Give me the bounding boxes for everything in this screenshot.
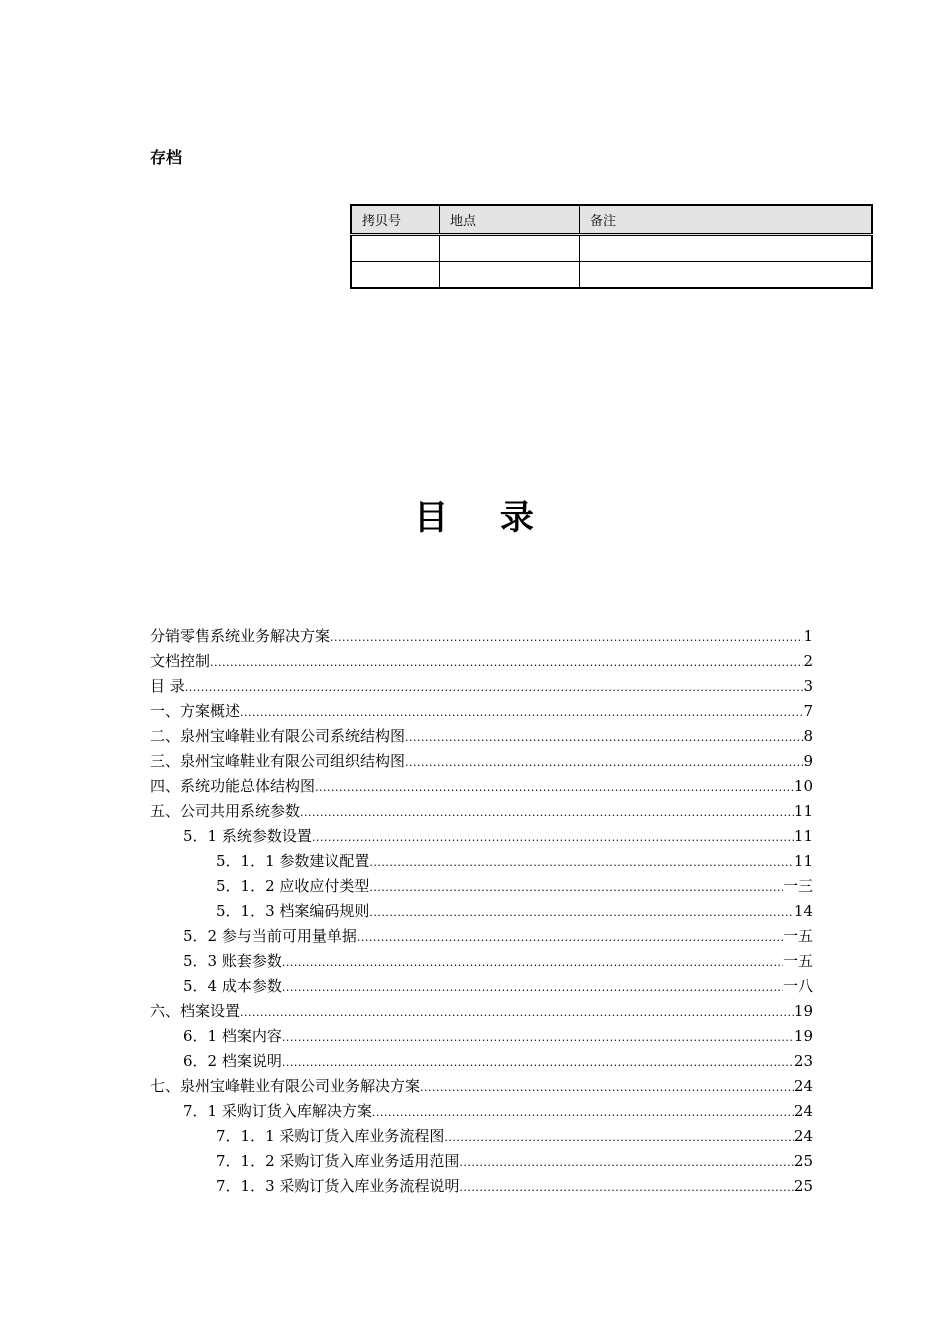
toc-entry-page-number: 10: [793, 777, 813, 795]
toc-entry-label: 一、方案概述: [150, 702, 241, 720]
toc-entry[interactable]: [150, 799, 813, 824]
column-header-location: 地点: [440, 205, 580, 235]
toc-entry[interactable]: [150, 949, 813, 974]
toc-title: 目 录: [414, 498, 554, 538]
toc-entry-page-number: 一五: [782, 952, 813, 970]
toc-entry-label: 六、档案设置: [150, 1002, 241, 1020]
toc-entry-label: 5．3 账套参数: [183, 952, 282, 970]
toc-entry-label: 二、泉州宝峰鞋业有限公司系统结构图: [150, 727, 406, 745]
toc-entry-page-number: 11: [793, 827, 813, 845]
toc-dot-leader: [459, 1174, 794, 1200]
toc-entry-label: 三、泉州宝峰鞋业有限公司组织结构图: [150, 752, 406, 770]
toc-entry-page-number: 一五: [782, 927, 813, 945]
toc-entry[interactable]: [150, 1124, 813, 1149]
toc-entry[interactable]: [150, 749, 813, 774]
toc-dot-leader: [185, 674, 804, 700]
toc-dot-leader: [369, 849, 794, 875]
toc-entry-page-number: 14: [793, 902, 813, 920]
toc-dot-leader: [357, 924, 783, 950]
toc-dot-leader: [315, 774, 794, 800]
toc-entry[interactable]: [150, 974, 813, 999]
table-cell-remarks: [580, 262, 873, 289]
toc-entry[interactable]: [150, 674, 813, 699]
toc-entry[interactable]: [150, 1099, 813, 1124]
toc-entry-label: 目 录: [150, 677, 185, 695]
toc-entry-page-number: 一三: [782, 877, 813, 895]
toc-dot-leader: [444, 1124, 794, 1150]
toc-entry[interactable]: [150, 899, 813, 924]
toc-dot-leader: [282, 949, 783, 975]
toc-entry-label: 6．2 档案说明: [183, 1052, 282, 1070]
toc-dot-leader: [312, 824, 794, 850]
toc-entry-label: 5．1．3 档案编码规则: [216, 902, 370, 920]
toc-entry-label: 5．4 成本参数: [183, 977, 282, 995]
toc-entry-label: 7．1 采购订货入库解决方案: [183, 1102, 372, 1120]
toc-entry-label: 5．1 系统参数设置: [183, 827, 312, 845]
toc-entry[interactable]: [150, 1024, 813, 1049]
table-cell-copy-number: [351, 262, 440, 289]
toc-entry-page-number: 2: [803, 652, 813, 670]
toc-dot-leader: [240, 999, 794, 1025]
toc-entry-page-number: 24: [793, 1077, 813, 1095]
archive-table: [350, 204, 873, 289]
toc-entry-label: 文档控制: [150, 652, 211, 670]
toc-entry-page-number: 7: [803, 702, 813, 720]
toc-entry-page-number: 1: [803, 627, 813, 645]
table-cell-location: [440, 235, 580, 262]
archive-table-header-row: [351, 205, 872, 235]
toc-entry[interactable]: [150, 874, 813, 899]
toc-entry[interactable]: [150, 1149, 813, 1174]
toc-entry[interactable]: [150, 924, 813, 949]
toc-dot-leader: [240, 699, 803, 725]
toc-dot-leader: [282, 974, 783, 1000]
toc-dot-leader: [405, 724, 803, 750]
toc-dot-leader: [369, 874, 783, 900]
toc-entry-page-number: 一八: [782, 977, 813, 995]
toc-entry-label: 5．2 参与当前可用量单据: [183, 927, 357, 945]
toc-entry-page-number: 11: [793, 802, 813, 820]
toc-dot-leader: [210, 649, 803, 675]
toc-entry-label: 6．1 档案内容: [183, 1027, 282, 1045]
table-row: [351, 235, 872, 262]
toc-entry-page-number: 8: [803, 727, 813, 745]
toc-entry-page-number: 23: [793, 1052, 813, 1070]
toc-entry-label: 五、公司共用系统参数: [150, 802, 301, 820]
toc-entry[interactable]: [150, 1174, 813, 1199]
toc-entry[interactable]: [150, 1074, 813, 1099]
toc-entry-page-number: 19: [793, 1002, 813, 1020]
toc-entry-page-number: 11: [793, 852, 813, 870]
toc-dot-leader: [420, 1074, 794, 1100]
column-header-copy-number: 拷贝号: [351, 205, 440, 235]
toc-entry-label: 5．1．1 参数建议配置: [216, 852, 370, 870]
toc-entry-page-number: 19: [793, 1027, 813, 1045]
toc-entry-label: 分销零售系统业务解决方案: [150, 627, 331, 645]
toc-entry-page-number: 24: [793, 1102, 813, 1120]
archive-heading: 存档: [150, 148, 183, 167]
toc-entry-label: 七、泉州宝峰鞋业有限公司业务解决方案: [150, 1077, 421, 1095]
table-row: [351, 262, 872, 289]
toc-dot-leader: [330, 624, 803, 650]
toc-entry[interactable]: [150, 699, 813, 724]
toc-entry-page-number: 9: [803, 752, 813, 770]
toc-dot-leader: [459, 1149, 794, 1175]
toc-entry-label: 7．1．1 采购订货入库业务流程图: [216, 1127, 445, 1145]
column-header-remarks: 备注: [580, 205, 873, 235]
toc-entry-page-number: 3: [803, 677, 813, 695]
toc-entry[interactable]: [150, 774, 813, 799]
table-of-contents: [150, 624, 813, 1199]
toc-entry-label: 5．1．2 应收应付类型: [216, 877, 370, 895]
toc-entry-label: 7．1．2 采购订货入库业务适用范围: [216, 1152, 460, 1170]
toc-dot-leader: [282, 1024, 794, 1050]
toc-dot-leader: [369, 899, 794, 925]
toc-entry[interactable]: [150, 999, 813, 1024]
toc-entry-page-number: 25: [793, 1152, 813, 1170]
table-cell-location: [440, 262, 580, 289]
toc-entry[interactable]: [150, 724, 813, 749]
toc-dot-leader: [372, 1099, 794, 1125]
toc-entry-label: 四、系统功能总体结构图: [150, 777, 316, 795]
toc-entry-page-number: 25: [793, 1177, 813, 1195]
table-cell-copy-number: [351, 235, 440, 262]
toc-entry[interactable]: [150, 624, 813, 649]
toc-dot-leader: [405, 749, 803, 775]
toc-entry[interactable]: [150, 824, 813, 849]
toc-dot-leader: [300, 799, 794, 825]
toc-entry[interactable]: [150, 849, 813, 874]
toc-entry-label: 7．1．3 采购订货入库业务流程说明: [216, 1177, 460, 1195]
toc-dot-leader: [282, 1049, 794, 1075]
toc-entry-page-number: 24: [793, 1127, 813, 1145]
table-cell-remarks: [580, 235, 873, 262]
toc-entry[interactable]: [150, 1049, 813, 1074]
toc-entry[interactable]: [150, 649, 813, 674]
